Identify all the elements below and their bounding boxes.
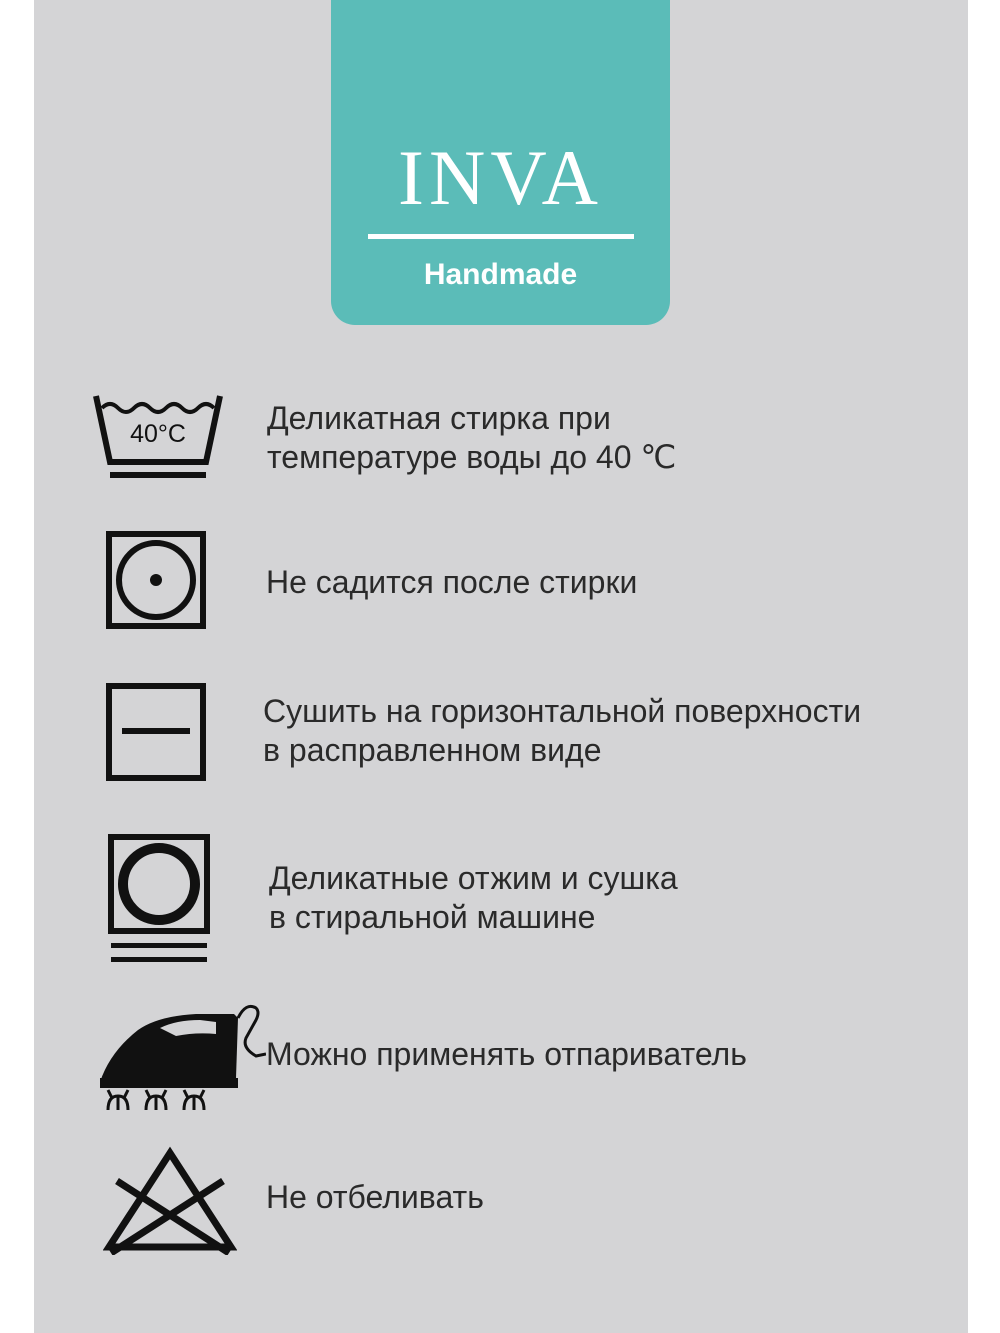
brand-subtitle: Handmade xyxy=(423,258,578,291)
no-bleach-icon xyxy=(103,1145,237,1255)
steam-iron-icon xyxy=(96,998,266,1118)
care-text-line: Деликатные отжим и сушка xyxy=(269,860,678,896)
wash-temperature-label: 40°C xyxy=(130,420,186,448)
brand-name: INVA xyxy=(398,134,603,221)
brand-tab xyxy=(331,0,670,325)
care-text-line: в стиральной машине xyxy=(269,899,596,935)
care-text-line: Не отбеливать xyxy=(266,1179,484,1215)
care-text-shrink xyxy=(266,563,637,602)
care-text-line: Сушить на горизонтальной поверхности xyxy=(263,693,862,729)
brand-divider xyxy=(368,234,634,239)
tumble-dry-gentle-icon xyxy=(107,833,211,969)
care-text-wash xyxy=(267,399,676,477)
dry-flat-icon xyxy=(105,682,207,782)
care-text-spin-dry xyxy=(269,859,678,937)
wash-basin-40-icon xyxy=(92,388,224,484)
tumble-dry-low-icon xyxy=(105,530,207,630)
care-text-steam xyxy=(266,1035,747,1074)
care-text-line: в расправленном виде xyxy=(263,732,602,768)
care-text-no-bleach xyxy=(266,1178,484,1217)
care-text-line: Не садится после стирки xyxy=(266,564,638,600)
care-text-line: температуре воды до 40 ℃ xyxy=(267,439,677,475)
care-text-line: Можно применять отпариватель xyxy=(266,1036,747,1072)
care-text-line: Деликатная стирка при xyxy=(267,400,611,436)
care-text-dry-flat xyxy=(263,692,861,770)
